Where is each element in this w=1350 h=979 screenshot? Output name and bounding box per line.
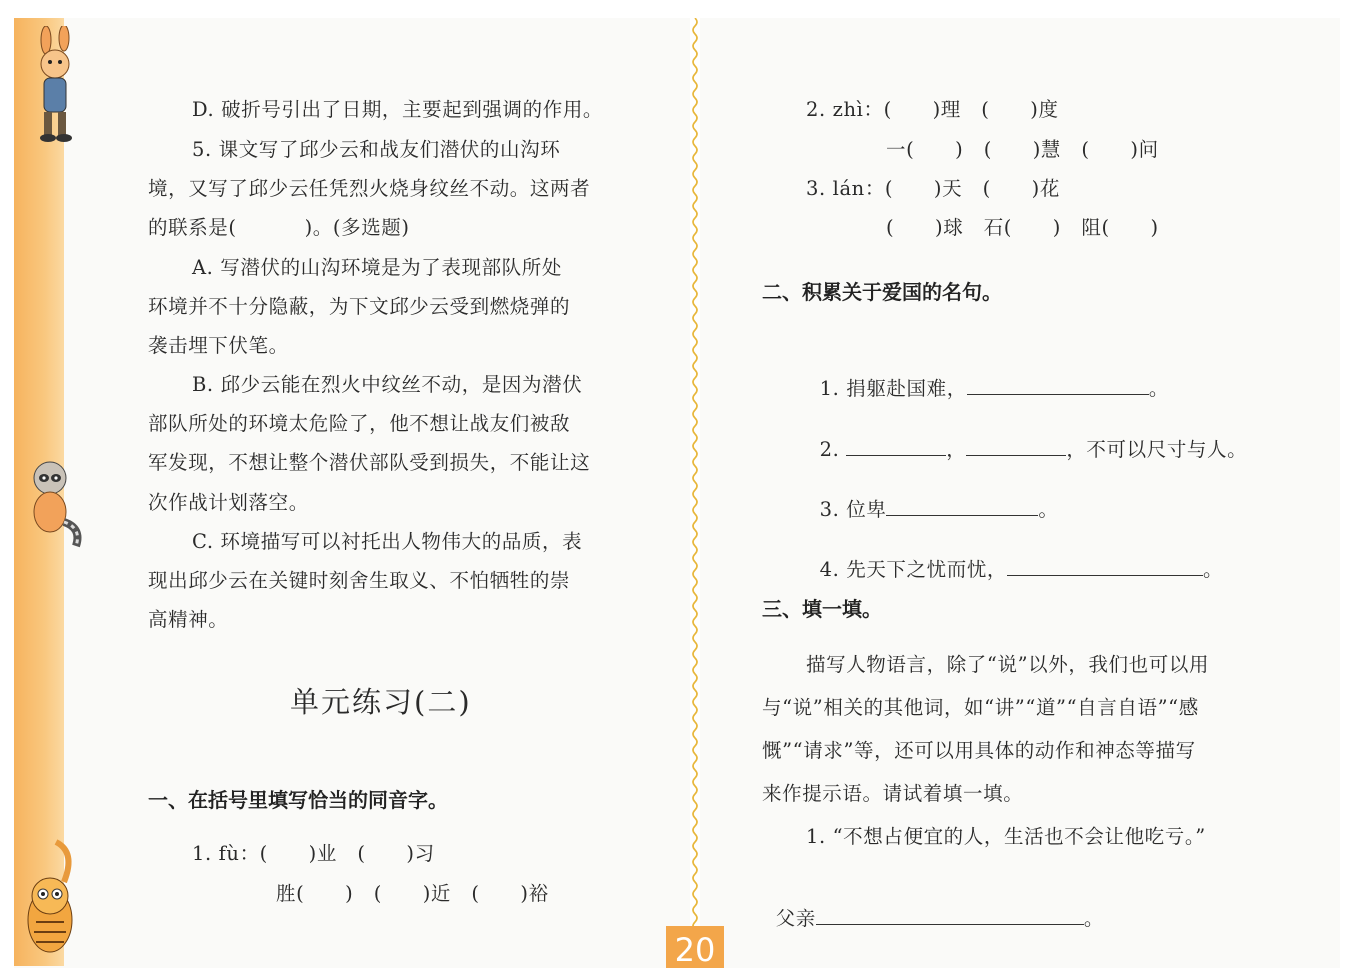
quote-1-suffix: 。 [1148, 377, 1169, 400]
quote-2 [806, 413, 1247, 462]
left-line-10: 军发现，不想让整个潜伏部队受到损失，不能让这 [148, 451, 591, 474]
page-number: 20 [666, 926, 724, 968]
father-suffix: 。 [1083, 907, 1104, 930]
quote-2-blank-b[interactable] [966, 437, 1066, 456]
left-line-9: 部队所处的环境太危险了，他不想让战友们被敌 [148, 412, 571, 435]
left-line-7: 袭击埋下伏笔。 [148, 334, 289, 357]
quote-2-comma: ， [946, 438, 967, 461]
left-line-11: 次作战计划落空。 [148, 491, 309, 514]
section-2-heading: 二、积累关于爱国的名句。 [762, 280, 1002, 304]
lan-line-1: 3. lán：( )天 ( )花 [806, 177, 1060, 200]
father-line [762, 882, 1104, 931]
left-line-12: C. 环境描写可以衬托出人物伟大的品质，表 [192, 530, 583, 553]
quote-2-suffix: ，不可以尺寸与人。 [1066, 438, 1248, 461]
quote-1-prefix: 1. 捐躯赴国难， [819, 377, 967, 400]
fu-line-1: 1. fù：( )业 ( )习 [192, 842, 435, 865]
left-line-6: 环境并不十分隐蔽，为下文邱少云受到燃烧弹的 [148, 295, 571, 318]
section-1-heading: 一、在括号里填写恰当的同音字。 [148, 788, 448, 812]
zhi-line-2: 一( ) ( )慧 ( )问 [886, 138, 1159, 161]
tiger-mascot-icon [16, 832, 82, 962]
quote-4-blank[interactable] [1007, 557, 1203, 576]
lan-line-2: ( )球 石( ) 阻( ) [886, 216, 1159, 239]
raccoon-mascot-icon [16, 456, 86, 551]
quote-2-prefix: 2. [819, 438, 847, 461]
para-line-4: 来作提示语。请试着填一填。 [762, 782, 1024, 805]
quote-1-blank[interactable] [967, 376, 1149, 395]
para-line-3: 慨”“请求”等，还可以用具体的动作和神态等描写 [762, 739, 1196, 762]
unit-title: 单元练习(二) [290, 685, 472, 719]
rabbit-mascot-icon [24, 26, 86, 146]
quote-3-blank[interactable] [886, 497, 1038, 516]
quote-4-suffix: 。 [1203, 558, 1224, 581]
quote-3-suffix: 。 [1038, 498, 1059, 521]
left-line-1: D. 破折号引出了日期，主要起到强调的作用。 [192, 98, 604, 121]
page-spine-wave [690, 18, 700, 966]
left-line-8: B. 邱少云能在烈火中纹丝不动，是因为潜伏 [192, 373, 583, 396]
quote-3-prefix: 3. 位卑 [819, 498, 887, 521]
left-line-5: A. 写潜伏的山沟环境是为了表现部队所处 [192, 256, 562, 279]
section-3-heading: 三、填一填。 [762, 597, 882, 621]
left-line-2: 5. 课文写了邱少云和战友们潜伏的山沟环 [192, 138, 561, 161]
left-line-14: 高精神。 [148, 608, 229, 631]
para-line-5: 1. “不想占便宜的人，生活也不会让他吃亏。” [806, 825, 1206, 848]
father-blank[interactable] [816, 906, 1084, 925]
left-line-4: 的联系是( )。(多选题) [148, 216, 410, 239]
left-line-3: 境，又写了邱少云任凭烈火烧身纹丝不动。这两者 [148, 177, 591, 200]
fu-line-2: 胜( ) ( )近 ( )裕 [276, 882, 549, 905]
quote-4-prefix: 4. 先天下之忧而忧， [819, 558, 1008, 581]
quote-4 [806, 533, 1223, 582]
para-line-2: 与“说”相关的其他词，如“讲”“道”“自言自语”“感 [762, 696, 1199, 719]
quote-1 [806, 352, 1169, 401]
para-line-1: 描写人物语言，除了“说”以外，我们也可以用 [806, 653, 1210, 676]
left-line-13: 现出邱少云在关键时刻舍生取义、不怕牺牲的崇 [148, 569, 571, 592]
zhi-line-1: 2. zhì：( )理 ( )度 [806, 98, 1059, 121]
father-prefix: 父亲 [775, 907, 816, 930]
quote-2-blank-a[interactable] [846, 437, 946, 456]
quote-3 [806, 473, 1059, 522]
